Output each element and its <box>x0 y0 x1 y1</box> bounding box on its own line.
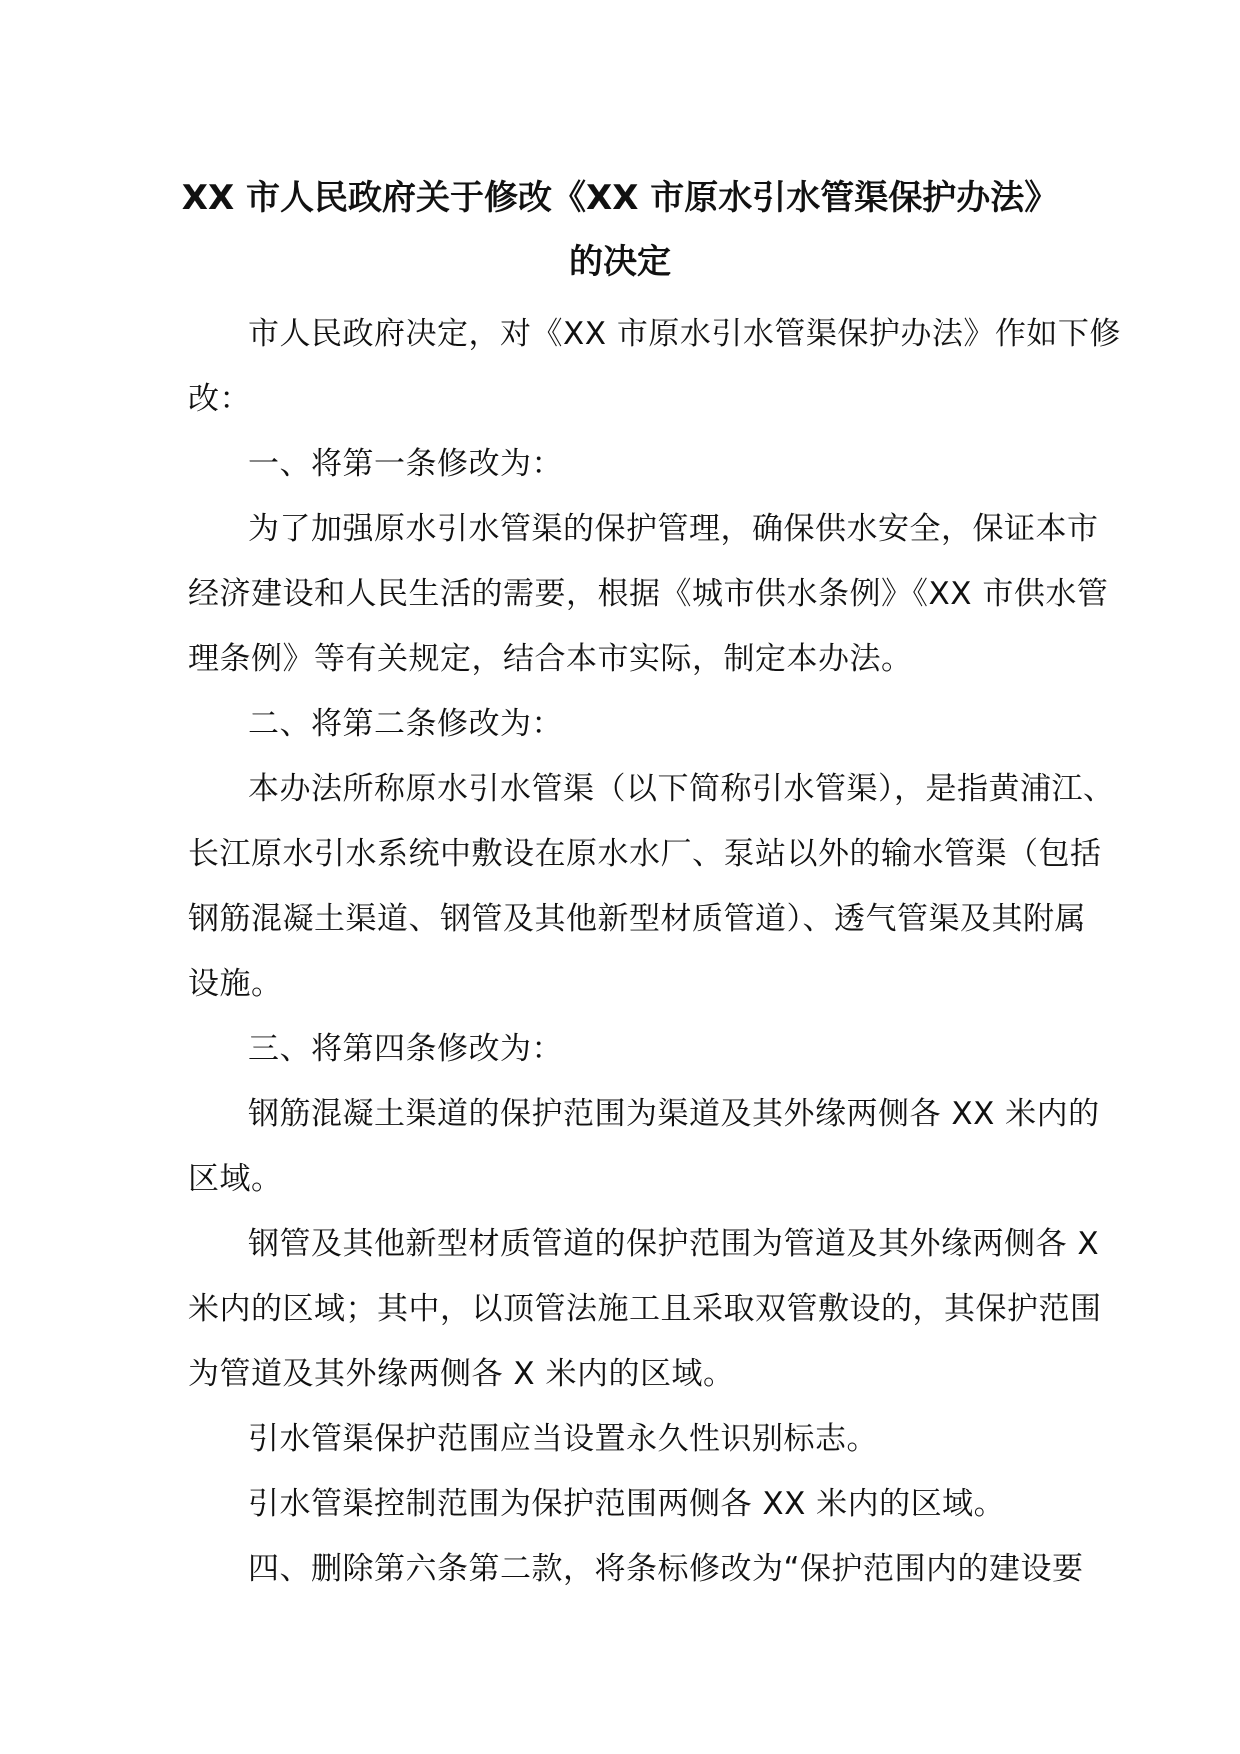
body-line: 米内的区域；其中，以顶管法施工且采取双管敷设的，其保护范围 <box>188 1291 1102 1327</box>
body-line: 区域。 <box>188 1161 283 1197</box>
body-line: 三、将第四条修改为： <box>248 1031 563 1067</box>
body-line: 为了加强原水引水管渠的保护管理，确保供水安全，保证本市 <box>248 511 1099 547</box>
body-line: 钢管及其他新型材质管道的保护范围为管道及其外缘两侧各 X <box>248 1226 1100 1262</box>
body-line: 引水管渠保护范围应当设置永久性识别标志。 <box>248 1421 878 1457</box>
body-line: 二、将第二条修改为： <box>248 706 563 742</box>
document-body <box>188 302 1121 1602</box>
body-line: 经济建设和人民生活的需要，根据《城市供水条例》《XX 市供水管 <box>188 576 1109 612</box>
body-line: 一、将第一条修改为： <box>248 446 563 482</box>
body-line: 为管道及其外缘两侧各 X 米内的区域。 <box>188 1356 735 1392</box>
body-line: 钢筋混凝土渠道的保护范围为渠道及其外缘两侧各 XX 米内的 <box>248 1096 1100 1132</box>
body-line: 四、删除第六条第二款，将条标修改为“保护范围内的建设要 <box>248 1551 1084 1587</box>
body-line: 市人民政府决定，对《XX 市原水引水管渠保护办法》作如下修 <box>248 316 1121 352</box>
body-line: 钢筋混凝土渠道、钢管及其他新型材质管道）、透气管渠及其附属 <box>188 901 1086 937</box>
body-line: 本办法所称原水引水管渠（以下简称引水管渠），是指黄浦江、 <box>248 771 1115 807</box>
body-line: 理条例》等有关规定，结合本市实际，制定本办法。 <box>188 641 913 677</box>
document-title-line-2: 的决定 <box>569 242 671 282</box>
body-line: 改： <box>188 381 251 417</box>
body-line: 设施。 <box>188 966 283 1002</box>
body-line: 长江原水引水系统中敷设在原水水厂、泵站以外的输水管渠（包括 <box>188 836 1102 872</box>
document-title-line-1: XX 市人民政府关于修改《XX 市原水引水管渠保护办法》 <box>181 178 1059 218</box>
body-line: 引水管渠控制范围为保护范围两侧各 XX 米内的区域。 <box>248 1486 1006 1522</box>
